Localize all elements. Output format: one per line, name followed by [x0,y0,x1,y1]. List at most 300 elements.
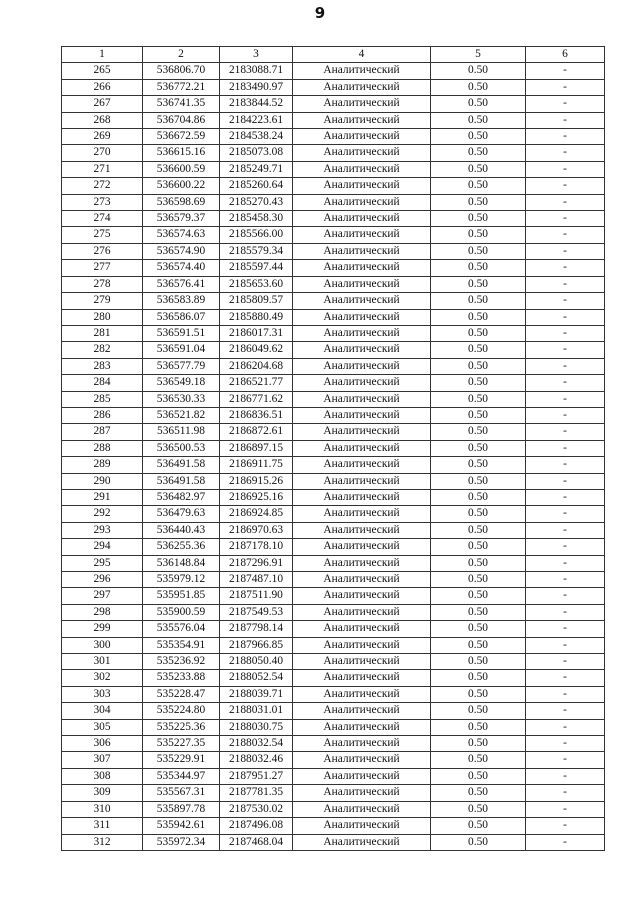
table-row [62,489,605,505]
point-number-cell: 278 [62,276,143,292]
accuracy-cell: 0.50 [431,506,526,522]
note-cell: - [526,293,605,309]
table-row [62,604,605,620]
note-cell: - [526,211,605,227]
accuracy-cell: 0.50 [431,325,526,341]
x-coordinate-cell: 536806.70 [143,63,220,79]
note-cell: - [526,752,605,768]
table-row [62,637,605,653]
table-row [62,358,605,374]
accuracy-cell: 0.50 [431,276,526,292]
y-coordinate-cell: 2183844.52 [220,96,293,112]
x-coordinate-cell: 536741.35 [143,96,220,112]
y-coordinate-cell: 2185597.44 [220,260,293,276]
x-coordinate-cell: 535900.59 [143,604,220,620]
x-coordinate-cell: 535567.31 [143,785,220,801]
note-cell: - [526,539,605,555]
table-header [62,47,605,63]
table-row [62,325,605,341]
x-coordinate-cell: 536586.07 [143,309,220,325]
method-cell: Аналитический [293,736,431,752]
method-cell: Аналитический [293,293,431,309]
method-cell: Аналитический [293,818,431,834]
y-coordinate-cell: 2184223.61 [220,112,293,128]
coordinates-table [61,46,605,851]
x-coordinate-cell: 536591.51 [143,325,220,341]
note-cell: - [526,342,605,358]
method-cell: Аналитический [293,161,431,177]
method-cell: Аналитический [293,489,431,505]
point-number-cell: 296 [62,572,143,588]
point-number-cell: 266 [62,79,143,95]
note-cell: - [526,391,605,407]
y-coordinate-cell: 2186049.62 [220,342,293,358]
method-cell: Аналитический [293,785,431,801]
note-cell: - [526,375,605,391]
note-cell: - [526,145,605,161]
point-number-cell: 276 [62,243,143,259]
table-row [62,407,605,423]
note-cell: - [526,358,605,374]
y-coordinate-cell: 2188052.54 [220,670,293,686]
accuracy-cell: 0.50 [431,785,526,801]
y-coordinate-cell: 2185458.30 [220,211,293,227]
y-coordinate-cell: 2187178.10 [220,539,293,555]
table-row [62,293,605,309]
y-coordinate-cell: 2187468.04 [220,834,293,850]
table-row [62,391,605,407]
point-number-cell: 269 [62,129,143,145]
y-coordinate-cell: 2188039.71 [220,686,293,702]
note-cell: - [526,407,605,423]
accuracy-cell: 0.50 [431,473,526,489]
accuracy-cell: 0.50 [431,211,526,227]
method-cell: Аналитический [293,112,431,128]
accuracy-cell: 0.50 [431,260,526,276]
method-cell: Аналитический [293,276,431,292]
note-cell: - [526,79,605,95]
point-number-cell: 301 [62,654,143,670]
point-number-cell: 285 [62,391,143,407]
column-header-3: 3 [220,47,293,63]
table-row [62,260,605,276]
table-row [62,375,605,391]
point-number-cell: 273 [62,194,143,210]
point-number-cell: 267 [62,96,143,112]
accuracy-cell: 0.50 [431,391,526,407]
y-coordinate-cell: 2185880.49 [220,309,293,325]
method-cell: Аналитический [293,539,431,555]
y-coordinate-cell: 2185270.43 [220,194,293,210]
x-coordinate-cell: 536704.86 [143,112,220,128]
table-row [62,686,605,702]
accuracy-cell: 0.50 [431,834,526,850]
y-coordinate-cell: 2187530.02 [220,801,293,817]
accuracy-cell: 0.50 [431,801,526,817]
accuracy-cell: 0.50 [431,79,526,95]
note-cell: - [526,686,605,702]
x-coordinate-cell: 536591.04 [143,342,220,358]
point-number-cell: 275 [62,227,143,243]
method-cell: Аналитический [293,637,431,653]
point-number-cell: 270 [62,145,143,161]
table-row [62,243,605,259]
note-cell: - [526,276,605,292]
point-number-cell: 306 [62,736,143,752]
note-cell: - [526,604,605,620]
point-number-cell: 302 [62,670,143,686]
accuracy-cell: 0.50 [431,161,526,177]
table-row [62,670,605,686]
method-cell: Аналитический [293,703,431,719]
table-row [62,719,605,735]
table-row [62,522,605,538]
x-coordinate-cell: 535897.78 [143,801,220,817]
method-cell: Аналитический [293,522,431,538]
point-number-cell: 294 [62,539,143,555]
method-cell: Аналитический [293,621,431,637]
point-number-cell: 305 [62,719,143,735]
x-coordinate-cell: 535979.12 [143,572,220,588]
y-coordinate-cell: 2184538.24 [220,129,293,145]
table-row [62,194,605,210]
method-cell: Аналитический [293,768,431,784]
table-row [62,96,605,112]
method-cell: Аналитический [293,178,431,194]
table-row [62,768,605,784]
table-row [62,473,605,489]
table-row [62,227,605,243]
y-coordinate-cell: 2185073.08 [220,145,293,161]
column-header-2: 2 [143,47,220,63]
y-coordinate-cell: 2186017.31 [220,325,293,341]
accuracy-cell: 0.50 [431,670,526,686]
y-coordinate-cell: 2186925.16 [220,489,293,505]
y-coordinate-cell: 2185579.34 [220,243,293,259]
y-coordinate-cell: 2187549.53 [220,604,293,620]
x-coordinate-cell: 536574.90 [143,243,220,259]
column-header-5: 5 [431,47,526,63]
note-cell: - [526,457,605,473]
point-number-cell: 271 [62,161,143,177]
x-coordinate-cell: 535236.92 [143,654,220,670]
method-cell: Аналитический [293,555,431,571]
y-coordinate-cell: 2185260.64 [220,178,293,194]
y-coordinate-cell: 2186897.15 [220,440,293,456]
table-row [62,276,605,292]
column-header-1: 1 [62,47,143,63]
method-cell: Аналитический [293,719,431,735]
accuracy-cell: 0.50 [431,555,526,571]
y-coordinate-cell: 2186924.85 [220,506,293,522]
point-number-cell: 286 [62,407,143,423]
table-row [62,752,605,768]
method-cell: Аналитический [293,63,431,79]
table-row [62,457,605,473]
x-coordinate-cell: 536672.59 [143,129,220,145]
table-row [62,588,605,604]
note-cell: - [526,260,605,276]
note-cell: - [526,63,605,79]
table-row [62,572,605,588]
y-coordinate-cell: 2186915.26 [220,473,293,489]
method-cell: Аналитический [293,194,431,210]
accuracy-cell: 0.50 [431,604,526,620]
y-coordinate-cell: 2186204.68 [220,358,293,374]
point-number-cell: 268 [62,112,143,128]
method-cell: Аналитический [293,588,431,604]
table-row [62,818,605,834]
note-cell: - [526,178,605,194]
y-coordinate-cell: 2188050.40 [220,654,293,670]
y-coordinate-cell: 2187966.85 [220,637,293,653]
accuracy-cell: 0.50 [431,96,526,112]
x-coordinate-cell: 536600.22 [143,178,220,194]
note-cell: - [526,801,605,817]
point-number-cell: 300 [62,637,143,653]
x-coordinate-cell: 536772.21 [143,79,220,95]
x-coordinate-cell: 536577.79 [143,358,220,374]
accuracy-cell: 0.50 [431,63,526,79]
x-coordinate-cell: 536479.63 [143,506,220,522]
table-row [62,161,605,177]
point-number-cell: 304 [62,703,143,719]
point-number-cell: 289 [62,457,143,473]
method-cell: Аналитический [293,407,431,423]
header-row [62,47,605,63]
y-coordinate-cell: 2185809.57 [220,293,293,309]
point-number-cell: 281 [62,325,143,341]
method-cell: Аналитический [293,440,431,456]
accuracy-cell: 0.50 [431,194,526,210]
table-row [62,145,605,161]
method-cell: Аналитический [293,211,431,227]
note-cell: - [526,719,605,735]
point-number-cell: 311 [62,818,143,834]
x-coordinate-cell: 536521.82 [143,407,220,423]
note-cell: - [526,555,605,571]
accuracy-cell: 0.50 [431,424,526,440]
x-coordinate-cell: 536491.58 [143,473,220,489]
note-cell: - [526,489,605,505]
table-row [62,555,605,571]
point-number-cell: 280 [62,309,143,325]
note-cell: - [526,670,605,686]
accuracy-cell: 0.50 [431,112,526,128]
note-cell: - [526,440,605,456]
point-number-cell: 309 [62,785,143,801]
y-coordinate-cell: 2188032.54 [220,736,293,752]
table-row [62,834,605,850]
accuracy-cell: 0.50 [431,489,526,505]
y-coordinate-cell: 2187487.10 [220,572,293,588]
x-coordinate-cell: 536482.97 [143,489,220,505]
method-cell: Аналитический [293,325,431,341]
point-number-cell: 277 [62,260,143,276]
note-cell: - [526,522,605,538]
note-cell: - [526,96,605,112]
method-cell: Аналитический [293,457,431,473]
x-coordinate-cell: 536615.16 [143,145,220,161]
x-coordinate-cell: 535227.35 [143,736,220,752]
method-cell: Аналитический [293,129,431,145]
x-coordinate-cell: 536148.84 [143,555,220,571]
method-cell: Аналитический [293,801,431,817]
y-coordinate-cell: 2185653.60 [220,276,293,292]
x-coordinate-cell: 535224.80 [143,703,220,719]
method-cell: Аналитический [293,752,431,768]
point-number-cell: 307 [62,752,143,768]
x-coordinate-cell: 536255.36 [143,539,220,555]
point-number-cell: 298 [62,604,143,620]
method-cell: Аналитический [293,227,431,243]
table-row [62,342,605,358]
method-cell: Аналитический [293,473,431,489]
x-coordinate-cell: 536576.41 [143,276,220,292]
method-cell: Аналитический [293,506,431,522]
accuracy-cell: 0.50 [431,621,526,637]
accuracy-cell: 0.50 [431,178,526,194]
note-cell: - [526,621,605,637]
accuracy-cell: 0.50 [431,293,526,309]
accuracy-cell: 0.50 [431,129,526,145]
x-coordinate-cell: 535229.91 [143,752,220,768]
y-coordinate-cell: 2187781.35 [220,785,293,801]
method-cell: Аналитический [293,670,431,686]
table-row [62,211,605,227]
y-coordinate-cell: 2187798.14 [220,621,293,637]
point-number-cell: 282 [62,342,143,358]
y-coordinate-cell: 2188030.75 [220,719,293,735]
note-cell: - [526,703,605,719]
x-coordinate-cell: 536574.63 [143,227,220,243]
y-coordinate-cell: 2187511.90 [220,588,293,604]
note-cell: - [526,325,605,341]
y-coordinate-cell: 2187296.91 [220,555,293,571]
y-coordinate-cell: 2188032.46 [220,752,293,768]
point-number-cell: 308 [62,768,143,784]
accuracy-cell: 0.50 [431,522,526,538]
point-number-cell: 310 [62,801,143,817]
point-number-cell: 265 [62,63,143,79]
method-cell: Аналитический [293,243,431,259]
table-body [62,63,605,851]
accuracy-cell: 0.50 [431,768,526,784]
y-coordinate-cell: 2188031.01 [220,703,293,719]
note-cell: - [526,818,605,834]
note-cell: - [526,654,605,670]
method-cell: Аналитический [293,79,431,95]
note-cell: - [526,243,605,259]
accuracy-cell: 0.50 [431,407,526,423]
table-row [62,703,605,719]
point-number-cell: 279 [62,293,143,309]
accuracy-cell: 0.50 [431,736,526,752]
table-row [62,506,605,522]
column-header-4: 4 [293,47,431,63]
accuracy-cell: 0.50 [431,457,526,473]
x-coordinate-cell: 536440.43 [143,522,220,538]
x-coordinate-cell: 535344.97 [143,768,220,784]
point-number-cell: 272 [62,178,143,194]
note-cell: - [526,112,605,128]
table-row [62,129,605,145]
note-cell: - [526,424,605,440]
x-coordinate-cell: 536574.40 [143,260,220,276]
y-coordinate-cell: 2183490.97 [220,79,293,95]
accuracy-cell: 0.50 [431,227,526,243]
table-row [62,440,605,456]
accuracy-cell: 0.50 [431,818,526,834]
x-coordinate-cell: 536491.58 [143,457,220,473]
accuracy-cell: 0.50 [431,440,526,456]
method-cell: Аналитический [293,309,431,325]
table-row [62,801,605,817]
note-cell: - [526,736,605,752]
y-coordinate-cell: 2186521.77 [220,375,293,391]
note-cell: - [526,637,605,653]
point-number-cell: 291 [62,489,143,505]
x-coordinate-cell: 535576.04 [143,621,220,637]
point-number-cell: 287 [62,424,143,440]
point-number-cell: 312 [62,834,143,850]
column-header-6: 6 [526,47,605,63]
accuracy-cell: 0.50 [431,358,526,374]
method-cell: Аналитический [293,391,431,407]
table-row [62,621,605,637]
note-cell: - [526,194,605,210]
table-row [62,785,605,801]
point-number-cell: 295 [62,555,143,571]
accuracy-cell: 0.50 [431,243,526,259]
y-coordinate-cell: 2183088.71 [220,63,293,79]
accuracy-cell: 0.50 [431,145,526,161]
x-coordinate-cell: 536500.53 [143,440,220,456]
method-cell: Аналитический [293,654,431,670]
table-row [62,63,605,79]
point-number-cell: 292 [62,506,143,522]
point-number-cell: 297 [62,588,143,604]
note-cell: - [526,129,605,145]
note-cell: - [526,227,605,243]
table-row [62,736,605,752]
x-coordinate-cell: 535972.34 [143,834,220,850]
method-cell: Аналитический [293,424,431,440]
note-cell: - [526,473,605,489]
method-cell: Аналитический [293,358,431,374]
y-coordinate-cell: 2187951.27 [220,768,293,784]
method-cell: Аналитический [293,572,431,588]
x-coordinate-cell: 536598.69 [143,194,220,210]
table-row [62,178,605,194]
accuracy-cell: 0.50 [431,703,526,719]
accuracy-cell: 0.50 [431,572,526,588]
accuracy-cell: 0.50 [431,719,526,735]
accuracy-cell: 0.50 [431,686,526,702]
method-cell: Аналитический [293,96,431,112]
y-coordinate-cell: 2186872.61 [220,424,293,440]
method-cell: Аналитический [293,604,431,620]
x-coordinate-cell: 535951.85 [143,588,220,604]
note-cell: - [526,161,605,177]
note-cell: - [526,768,605,784]
accuracy-cell: 0.50 [431,309,526,325]
accuracy-cell: 0.50 [431,342,526,358]
note-cell: - [526,834,605,850]
point-number-cell: 299 [62,621,143,637]
point-number-cell: 284 [62,375,143,391]
y-coordinate-cell: 2186836.51 [220,407,293,423]
